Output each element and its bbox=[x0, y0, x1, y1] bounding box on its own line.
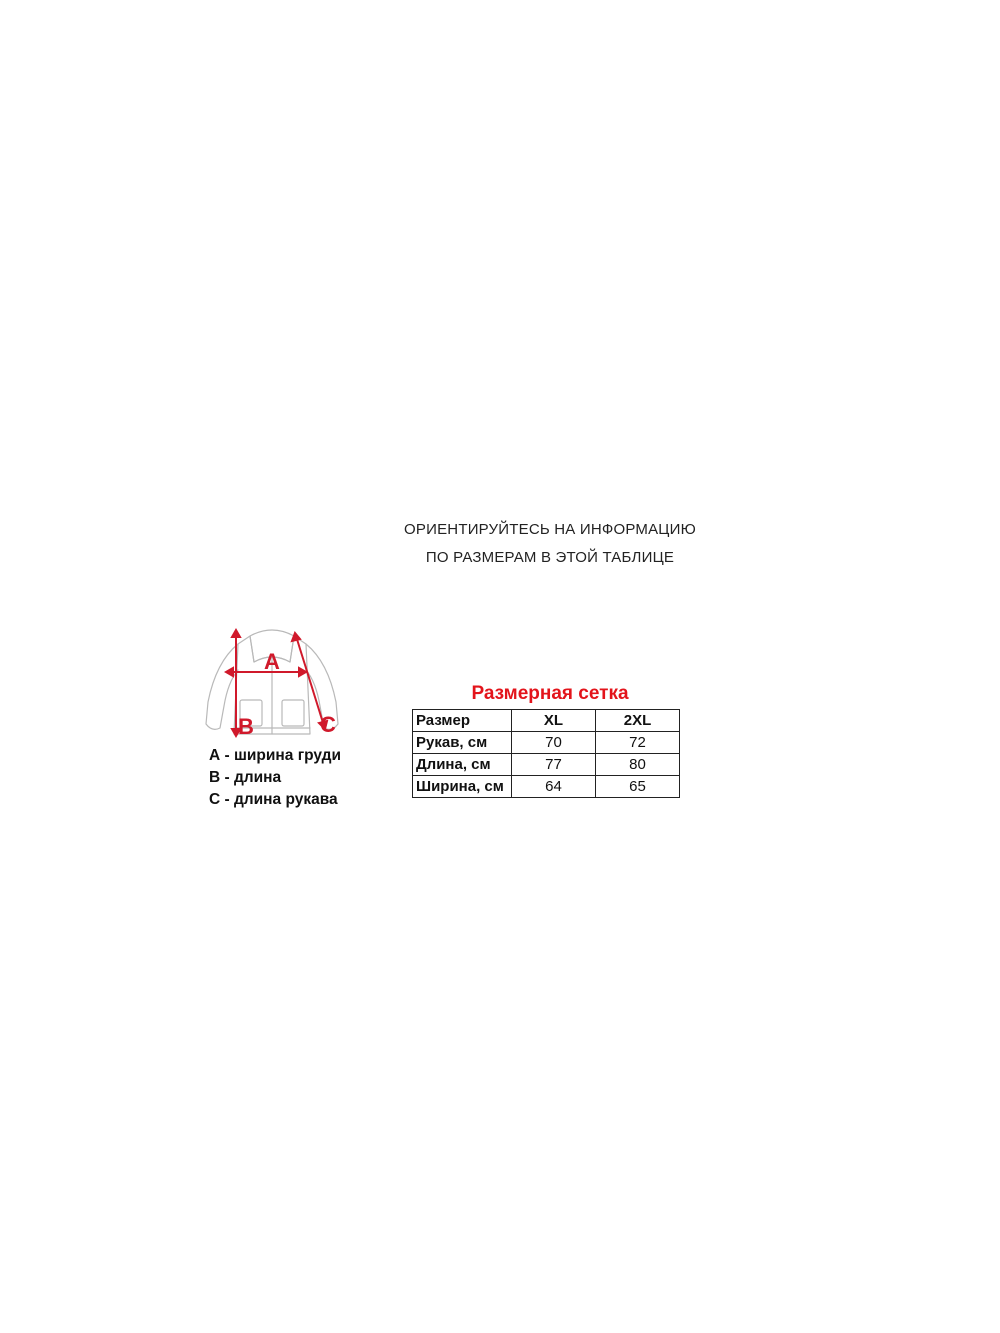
size-table bbox=[412, 709, 680, 798]
row-label: Рукав, см bbox=[413, 732, 512, 754]
legend-a: А - ширина груди bbox=[209, 747, 342, 764]
table-row bbox=[413, 776, 680, 798]
intro-line-1: ОРИЕНТИРУЙТЕСЬ НА ИНФОРМАЦИЮ bbox=[404, 521, 696, 538]
jacket-right-pocket bbox=[282, 700, 304, 726]
table-cell: 70 bbox=[512, 732, 596, 754]
row-label: Ширина, см bbox=[413, 776, 512, 798]
intro-text bbox=[350, 516, 750, 572]
table-cell: 64 bbox=[512, 776, 596, 798]
header-cell: XL bbox=[512, 710, 596, 732]
measurement-legend bbox=[209, 745, 341, 811]
legend-c: С - длина рукава bbox=[209, 791, 338, 808]
header-cell: Размер bbox=[413, 710, 512, 732]
legend-b: В - длина bbox=[209, 769, 282, 786]
label-b: B bbox=[238, 714, 254, 739]
row-label: Длина, см bbox=[413, 754, 512, 776]
table-header-row bbox=[413, 710, 680, 732]
table-cell: 80 bbox=[596, 754, 680, 776]
table-cell: 65 bbox=[596, 776, 680, 798]
label-c: C bbox=[320, 712, 336, 737]
table-row bbox=[413, 754, 680, 776]
jacket-left-sleeve bbox=[206, 644, 238, 729]
intro-line-2: ПО РАЗМЕРАМ В ЭТОЙ ТАБЛИЦЕ bbox=[425, 549, 675, 566]
size-table-title: Размерная сетка bbox=[471, 683, 629, 704]
label-a: A bbox=[264, 649, 280, 674]
table-cell: 77 bbox=[512, 754, 596, 776]
header-cell: 2XL bbox=[596, 710, 680, 732]
table-row bbox=[413, 732, 680, 754]
table-cell: 72 bbox=[596, 732, 680, 754]
jacket-measurement-diagram bbox=[198, 622, 348, 752]
